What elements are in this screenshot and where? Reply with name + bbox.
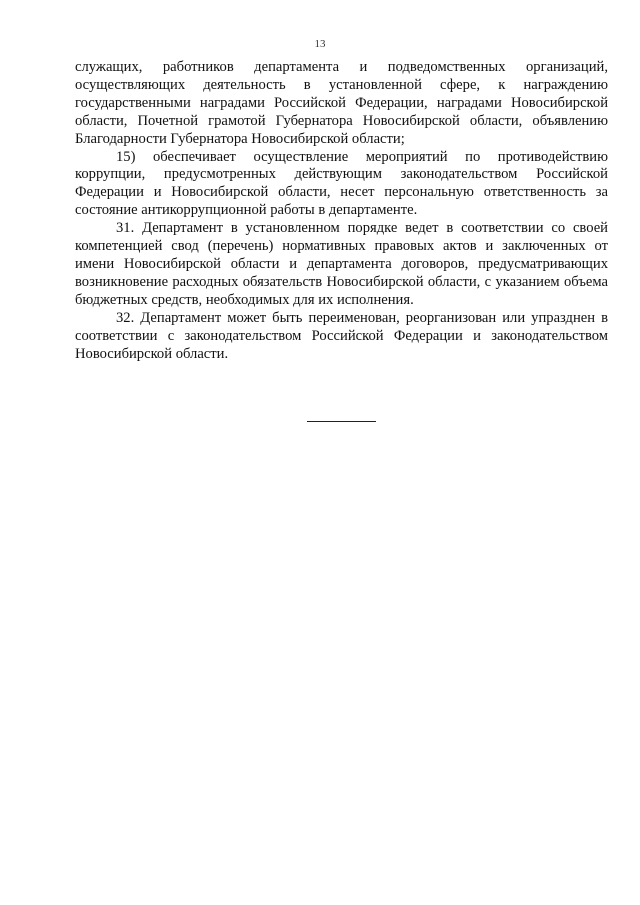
document-body: [75, 59, 608, 363]
paragraph-item-15: 15) обеспечивает осуществление мероприятий по противодействию коррупции, предусмотренных действующим законодательством Российской Федерации и Новосибирской области, несет персональную ответственность за состояние антикоррупционной работы в департаменте.: [75, 148, 608, 219]
paragraph-continuation: служащих, работников департамента и подведомственных организаций, осуществляющих деятельность в установленной сфере, к награждению государственными наградами Российской Федерации, наградами Новосибирской области, Почетной грамотой Губернатора Новосибирской области, объявлению Благодарности Губернатора Новосибирской области;: [75, 59, 608, 147]
end-of-document-rule: [307, 421, 376, 422]
page-number: 13: [314, 38, 326, 50]
paragraph-clause-31: 31. Департамент в установленном порядке ведет в соответствии со своей компетенцией свод (перечень) нормативных правовых актов и заключенных от имени Новосибирской области и департамента договоров, предусматривающих возникновение расходных обязательств Новосибирской области, с указанием объема бюджетных средств, необходимых для их исполнения.: [75, 220, 608, 308]
paragraph-clause-32: 32. Департамент может быть переименован, реорганизован или упразднен в соответствии с законодательством Российской Федерации и законодательством Новосибирской области.: [75, 309, 608, 362]
